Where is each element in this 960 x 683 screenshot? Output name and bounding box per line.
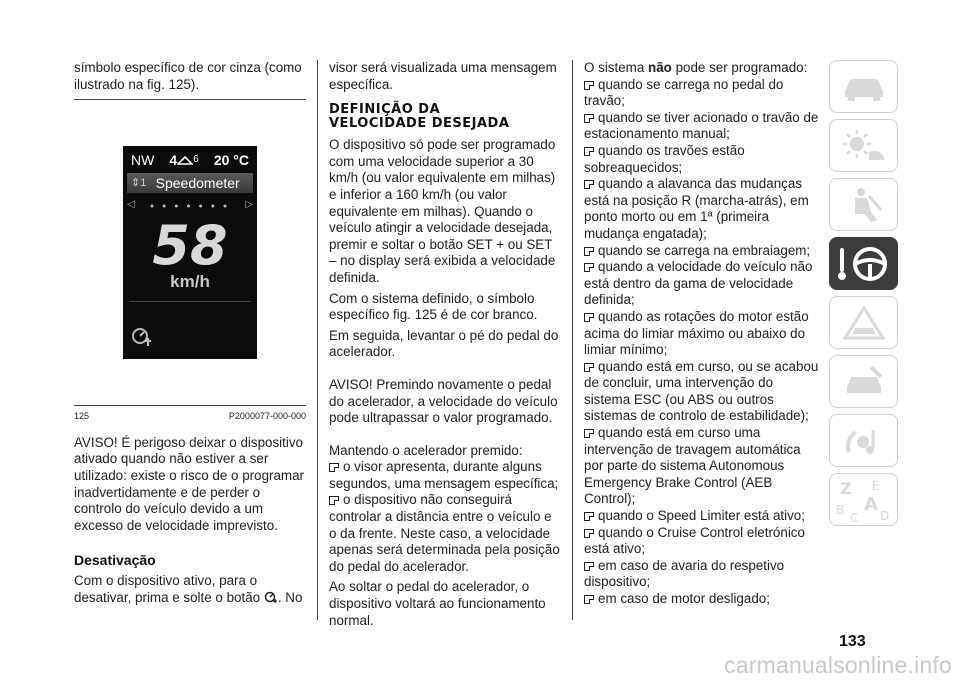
column-2: [329, 60, 561, 629]
car-icon: [841, 72, 887, 102]
tab-lights[interactable]: [829, 119, 898, 172]
col2-p4: AVISO! Premindo novamente o pedal do acelerador, a velocidade do veículo pode ultrapassar o valor programado.: [329, 376, 558, 426]
tab-starting-driving[interactable]: [829, 237, 898, 290]
figure-divider: [129, 301, 251, 302]
speed-value: 58: [152, 213, 228, 277]
watermark: carmanualsonline.info: [724, 652, 952, 678]
index-letter: C: [849, 510, 858, 524]
bullet-icon: [584, 263, 594, 272]
tab-maintenance[interactable]: [829, 355, 898, 408]
list-item: quando os travões estão sobreaquecidos;: [584, 142, 745, 175]
list-item: quando se carrega na embraiagem;: [584, 243, 820, 260]
menu-title-bar: [127, 173, 253, 194]
gear-indicator: 4 6: [169, 152, 199, 169]
list-item: quando a alavanca das mudanças está na posição R (marcha-atrás), em ponto morto ou em 1ª (primeira mudança engatada);: [584, 176, 809, 241]
screen-title: Speedometer: [155, 174, 240, 191]
tab-index[interactable]: [829, 473, 898, 526]
menu-index: ⇕1: [131, 176, 147, 189]
col2-p1: O dispositivo só pode ser programado com uma velocidade superior a 30 km/h (ou valor equivalente em milhas) e inferior a 160 km/h (ou valor equivalente em milhas). Quando o veículo atingir a velocidade desejada, premir e soltar o botão SET + ou SET – no display será exibida a velocidade definida.: [329, 137, 556, 285]
index-letter: A: [863, 493, 878, 515]
figure-number: 125: [74, 411, 90, 422]
list-item: quando a velocidade do veículo não está dentro da gama de velocidade definida;: [584, 259, 813, 308]
col3-intro: O sistema não pode ser programado:: [584, 60, 808, 75]
bullet-icon: [329, 496, 339, 505]
col1-warning: AVISO! É perigoso deixar o dispositivo ativado quando não estiver a ser utilizado: existe o risco de o programar inadvertidamente e de perder o controlo do veículo devido a um excesso de velocidade imprevisto.: [74, 434, 304, 533]
col1-intro: símbolo específico de cor cinza (como ilustrado na fig. 125).: [74, 60, 302, 92]
tab-multimedia[interactable]: [829, 414, 898, 467]
wrench-car-icon: [841, 363, 887, 401]
bullet-icon: [584, 147, 594, 156]
col2-p2: Com o sistema definido, o símbolo específico fig. 125 é de cor branco.: [329, 290, 538, 323]
list-item: em caso de motor desligado;: [584, 591, 820, 608]
arrow-right-icon: ▷: [245, 199, 253, 211]
column-rule-2: [572, 60, 573, 620]
index-letter: Z: [839, 478, 852, 498]
index-letter: B: [835, 502, 844, 517]
list-item: quando as rotações do motor estão acima do limiar máximo ou abaixo do limiar mínimo;: [584, 308, 809, 358]
figure-code: P2000077-000-000: [228, 411, 306, 422]
key-steering-wheel-icon: [836, 244, 892, 284]
bullet-icon: [584, 595, 594, 604]
list-item: quando o Speed Limiter está ativo;: [584, 508, 820, 525]
alphabet-index-icon: [834, 476, 894, 524]
list-item: quando está em curso, ou se acabou de concluir, uma intervenção do sistema ESC (ou ABS ou outros sistemas de controlo de estabilidade);: [584, 358, 819, 424]
speedometer-figure: [123, 146, 257, 359]
arrow-left-icon: ◁: [127, 199, 135, 211]
bullet-icon: [584, 429, 594, 438]
bullet-icon: [584, 529, 594, 538]
list-item: quando o Cruise Control eletrónico está ativo;: [584, 524, 805, 557]
column-rule-1: [317, 60, 318, 620]
tab-emergency[interactable]: [829, 296, 898, 349]
bullet-icon: [584, 114, 594, 123]
page-number: 133: [839, 633, 866, 650]
col2-intro: visor será visualizada uma mensagem específica.: [329, 60, 557, 92]
col1-deactivation: Com o dispositivo ativo, para o desativar, prima e solte o botão . No: [74, 572, 303, 605]
compass-heading: NW: [131, 152, 155, 169]
figure-status-row: [123, 146, 257, 169]
divider: [74, 99, 306, 100]
tab-safety[interactable]: [829, 178, 898, 231]
index-letter: E: [871, 478, 880, 493]
warning-triangle-icon: [841, 304, 887, 342]
figure-caption: [74, 405, 306, 425]
bullet-icon: [584, 512, 594, 521]
cruise-button-icon: [264, 591, 278, 604]
page-dots: ◁ ● ● ● ● ● ● ● ▷: [123, 199, 257, 216]
index-letter: D: [879, 508, 889, 523]
seat-airbag-icon: [841, 186, 887, 224]
sun-lights-icon: [841, 128, 887, 164]
list-item: quando se carrega no pedal do travão;: [584, 76, 784, 109]
bullet-icon: [584, 562, 594, 571]
col2-p6: Ao soltar o pedal do acelerador, o dispositivo voltará ao funcionamento normal.: [329, 579, 546, 628]
phone-music-icon: [841, 422, 887, 460]
speed-unit: km/h: [170, 271, 210, 291]
cruise-control-icon: [131, 327, 153, 352]
column-3: [584, 60, 820, 608]
outside-temperature: 20 °C: [213, 152, 249, 169]
section-title-desativacao: Desativação: [74, 552, 156, 569]
chapter-sidebar: [829, 60, 898, 532]
shift-arrow-icon: [177, 155, 193, 165]
bullet-icon: [584, 247, 594, 256]
tab-car[interactable]: [829, 60, 898, 113]
bullet-icon: [584, 81, 594, 90]
section-title-definicao: DEFINIÇÃO DA VELOCIDADE DESEJADA: [329, 102, 510, 132]
bullet-icon: [584, 313, 594, 322]
col2-p5: Mantendo o acelerador premido:: [329, 442, 523, 458]
bullet-icon: [329, 463, 339, 472]
column-1: [74, 60, 306, 606]
list-item: o visor apresenta, durante alguns segundos, uma mensagem específica;: [329, 459, 559, 491]
list-item: quando está em curso uma intervenção de travagem automática por parte do sistema Autonomous Emergency Brake Control (AEB Control);: [584, 425, 801, 507]
list-item: o dispositivo não conseguirá controlar a distância entre o veículo e o da frente. Neste caso, a velocidade apenas será determinada pela posição do pedal do acelerador.: [329, 492, 560, 574]
list-item: em caso de avaria do respetivo dispositivo;: [584, 557, 785, 590]
list-item: quando se tiver acionado o travão de estacionamento manual;: [584, 109, 819, 142]
bullet-icon: [584, 363, 594, 372]
bullet-icon: [584, 180, 594, 189]
col2-p3: Em seguida, levantar o pé do pedal do acelerador.: [329, 327, 559, 360]
